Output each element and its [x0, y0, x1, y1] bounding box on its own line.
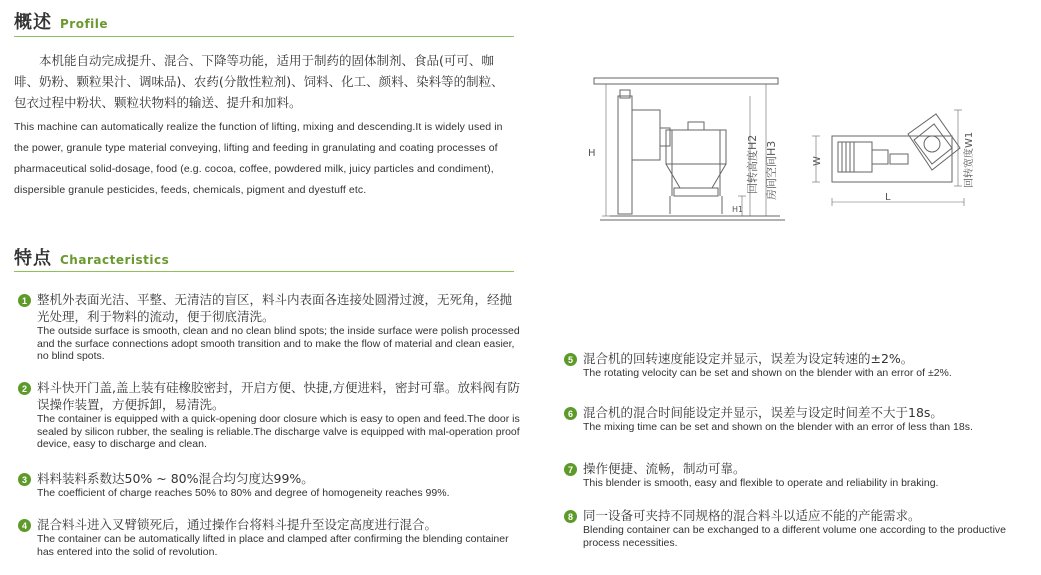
feature-text-cn: 操作便捷、流畅，制动可靠。 [583, 461, 746, 476]
feature-item [564, 404, 1034, 434]
dimension-label-h: H [588, 148, 596, 159]
feature-text-cn: 整机外表面光洁、平整、无清洁的盲区，料斗内表面各连接处圆滑过渡，无死角，经抛光处理，利于物料的流动，便于彻底清洗。 [37, 292, 513, 324]
profile-title-cn: 概述 [14, 12, 52, 33]
feature-text-en: This blender is smooth, easy and flexible to operate and reliability in braking. [583, 477, 939, 489]
profile-divider [14, 36, 514, 37]
blender-dimension-drawing [580, 70, 1020, 230]
feature-item [564, 507, 1034, 549]
feature-item [18, 379, 523, 451]
feature-text-en: The container is equipped with a quick-opening door closure which is easy to open and feed.The door is sealed by silicon rubber, the sealing is reliable.The discharge valve is equipped with mal-operation proof device, easy to discharge and clean. [37, 413, 520, 450]
dimension-label-h1: H1 [732, 205, 744, 214]
profile-text-cn: 本机能自动完成提升、混合、下降等功能，适用于制药的固体制剂、食品(可可、咖啡、奶粉、颗粒果汁、调味品)、农药(分散性粒剂)、饲料、化工、颜料、染料等的制粒、包衣过程中粉状、颗粒状物料的输送、提升和加料。 [14, 53, 504, 110]
feature-text-en: The coefficient of charge reaches 50% to 80% and degree of homogeneity reaches 99%. [37, 487, 450, 499]
feature-text-en: The container can be automatically lifted in place and clamped after confirming the blending container has entered into the solid of revolution. [37, 533, 509, 558]
dimension-label-h2: 回转高度H2 [746, 134, 759, 194]
feature-number-badge: 5 [564, 353, 577, 366]
feature-number-badge: 1 [18, 294, 31, 307]
feature-item [18, 291, 523, 363]
dimension-label-w1: 回转宽度W1 [964, 131, 975, 188]
feature-number-badge: 8 [564, 510, 577, 523]
feature-number-badge: 4 [18, 519, 31, 532]
characteristics-heading [14, 244, 169, 270]
feature-text-cn: 同一设备可夹持不同规格的混合料斗以适应不能的产能需求。 [583, 508, 921, 523]
feature-number-badge: 6 [564, 407, 577, 420]
feature-item [564, 460, 1034, 490]
feature-text-en: The outside surface is smooth, clean and no clean blind spots; the inside surface were polish processed and the surface connections adopt smooth transition and to make the flow of material and clean easier, no blind spots. [37, 325, 520, 362]
feature-number-badge: 2 [18, 382, 31, 395]
feature-item [18, 516, 523, 558]
feature-item [564, 350, 1034, 380]
characteristics-title-cn: 特点 [14, 248, 52, 269]
feature-text-en: Blending container can be exchanged to a different volume one according to the productive process necessities. [583, 524, 1007, 549]
dimension-label-h3: 房间空间H3 [765, 140, 778, 200]
feature-text-en: The mixing time can be set and shown on the blender with an error of less than 18s. [583, 421, 973, 433]
characteristics-divider [14, 271, 514, 272]
dimension-label-l: L [885, 192, 891, 203]
feature-text-en: The rotating velocity can be set and shown on the blender with an error of ±2%. [583, 367, 952, 379]
feature-text-cn: 料斗快开门盖,盖上装有硅橡胶密封，开启方便、快捷,方便进料，密封可靠。放料阀有防误操作装置，方便拆卸，易清洗。 [37, 380, 520, 412]
profile-text-en: This machine can automatically realize the function of lifting, mixing and descending.It is widely used in the power, granule type material conveying, lifting and feeding in granulating and coating processes of pharmaceutical solid-dosage, food (e.g. cocoa, coffee, powdered milk, juicy particles and condiment), dispersible granule pesticides, feeds, chemicals, pigment and dyestuff etc. [14, 121, 503, 196]
feature-text-cn: 混合料斗进入叉臂锁死后，通过操作台将料斗提升至设定高度进行混合。 [37, 517, 438, 532]
feature-text-cn: 混合机的混合时间能设定并显示，误差与设定时间差不大于18s。 [583, 405, 943, 420]
profile-body [14, 50, 514, 201]
characteristics-title-en: Characteristics [60, 253, 170, 267]
dimension-label-w: W [812, 156, 823, 166]
feature-text-cn: 料料装料系数达50% ~ 80%混合均匀度达99%。 [37, 471, 314, 486]
feature-text-cn: 混合机的回转速度能设定并显示，误差为设定转速的±2%。 [583, 351, 914, 366]
profile-heading [14, 8, 108, 34]
profile-title-en: Profile [60, 17, 109, 31]
feature-number-badge: 3 [18, 473, 31, 486]
feature-number-badge: 7 [564, 463, 577, 476]
feature-item [18, 470, 523, 500]
